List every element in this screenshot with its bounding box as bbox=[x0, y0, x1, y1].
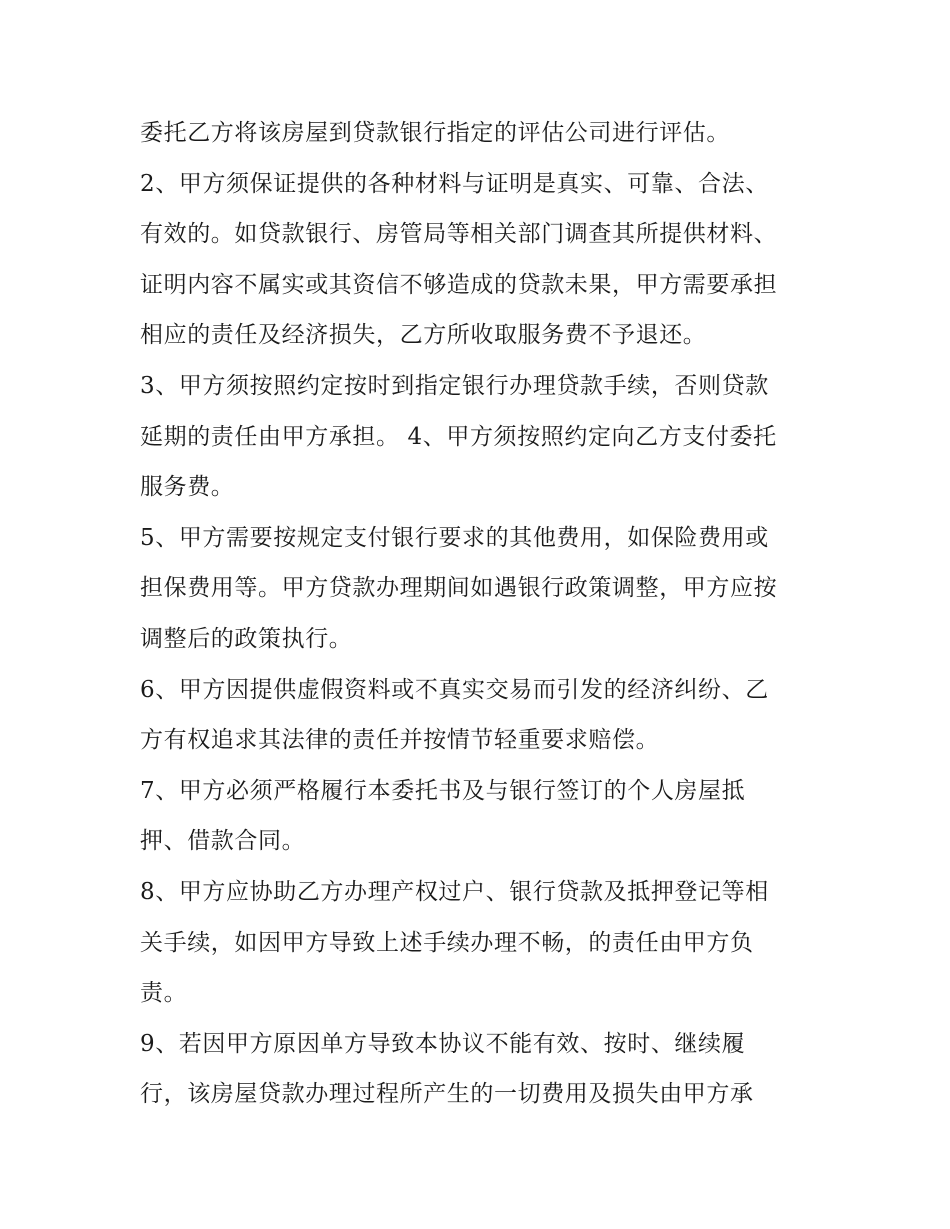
text-line: 5、甲方需要按规定支付银行要求的其他费用，如保险费用或 bbox=[140, 524, 769, 551]
text-line: 关手续，如因甲方导致上述手续办理不畅，的责任由甲方负 bbox=[140, 929, 754, 956]
text-line: 调整后的政策执行。 bbox=[140, 625, 353, 652]
text-line: 押、借款合同。 bbox=[140, 828, 306, 855]
text-line: 服务费。 bbox=[140, 474, 235, 501]
text-line: 3、甲方须按照约定按时到指定银行办理贷款手续，否则贷款 bbox=[140, 372, 769, 399]
text-line: 方有权追求其法律的责任并按情节轻重要求赔偿。 bbox=[140, 727, 660, 754]
text-line: 证明内容不属实或其资信不够造成的贷款未果，甲方需要承担 bbox=[140, 271, 778, 298]
text-line: 担保费用等。甲方贷款办理期间如遇银行政策调整，甲方应按 bbox=[140, 575, 778, 602]
text-line: 6、甲方因提供虚假资料或不真实交易而引发的经济纠纷、乙 bbox=[140, 676, 769, 703]
text-line: 8、甲方应协助乙方办理产权过户、银行贷款及抵押登记等相 bbox=[140, 878, 769, 905]
text-line: 行，该房屋贷款办理过程所产生的一切费用及损失由甲方承 bbox=[140, 1081, 754, 1108]
text-line: 9、若因甲方原因单方导致本协议不能有效、按时、继续履 bbox=[140, 1030, 746, 1057]
document-body bbox=[140, 108, 820, 1120]
text-line: 延期的责任由甲方承担。 4、甲方须按照约定向乙方支付委托 bbox=[140, 423, 777, 450]
text-line: 2、甲方须保证提供的各种材料与证明是真实、可靠、合法、 bbox=[140, 170, 769, 197]
text-line: 有效的。如贷款银行、房管局等相关部门调查其所提供材料、 bbox=[140, 221, 778, 248]
text-line: 相应的责任及经济损失，乙方所收取服务费不予退还。 bbox=[140, 322, 707, 349]
text-line: 责。 bbox=[140, 980, 188, 1007]
text-line: 7、甲方必须严格履行本委托书及与银行签订的个人房屋抵 bbox=[140, 777, 746, 804]
text-line: 委托乙方将该房屋到贷款银行指定的评估公司进行评估。 bbox=[140, 120, 730, 146]
